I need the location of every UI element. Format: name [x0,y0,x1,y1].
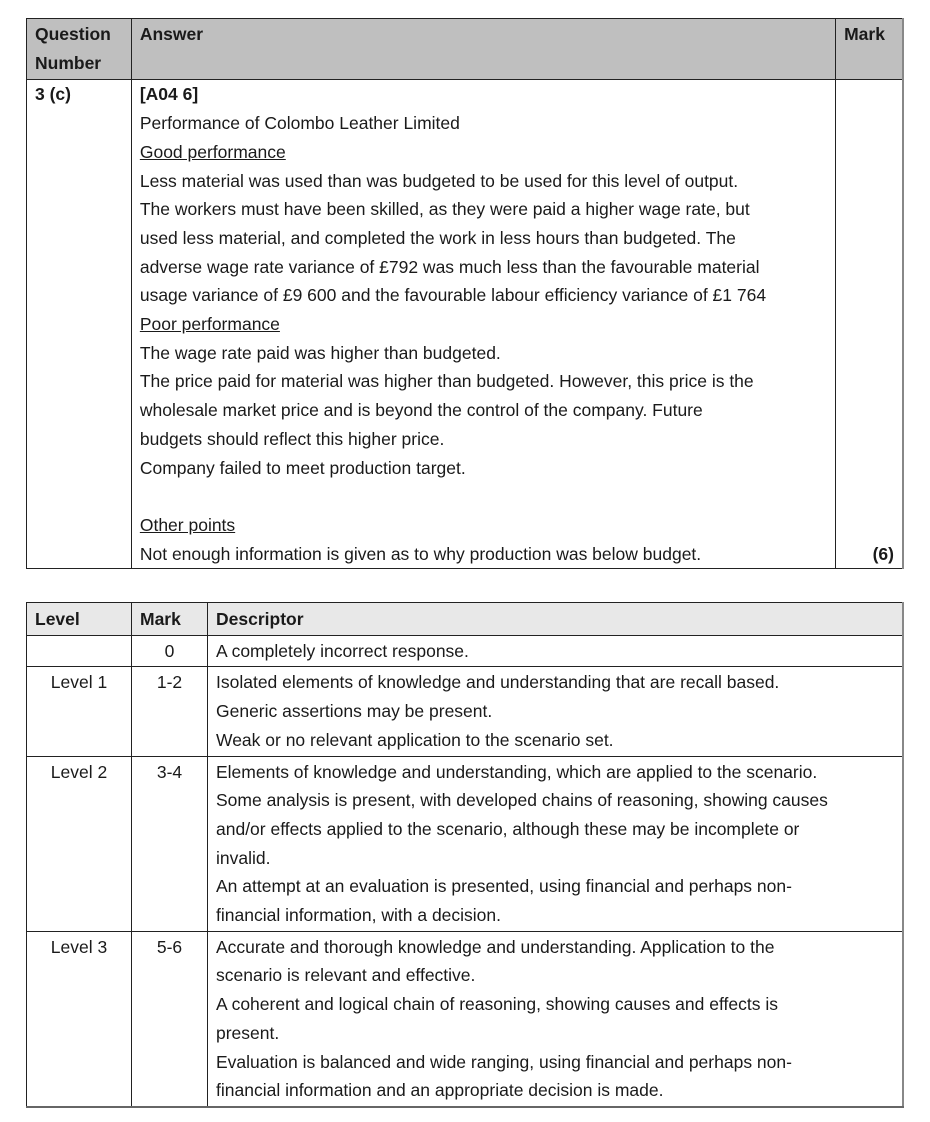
level-row [27,931,904,1107]
descriptor-line: present. [216,1022,280,1043]
level-descriptor-table [26,602,904,1108]
descriptor-line: scenario is relevant and effective. [216,965,476,986]
level-descriptor [208,931,904,1107]
level-mark: 1-2 [132,667,208,756]
descriptor-line: An attempt at an evaluation is presented, using financial and perhaps non- [216,876,792,897]
qa-row [27,80,904,569]
good-line: usage variance of £9 600 and the favourable labour efficiency variance of £1 764 [139,285,767,306]
level-mark: 3-4 [132,756,208,931]
descriptor-line: Some analysis is present, with developed chains of reasoning, showing causes [216,790,828,811]
good-line: Less material was used than was budgeted to be used for this level of output. [139,170,739,191]
mark-value: (6) [836,80,903,569]
descriptor-line: financial information, with a decision. [216,905,502,926]
header-mark: Mark [836,19,903,80]
poor-line: wholesale market price and is beyond the control of the company. Future [139,400,703,421]
header-question-number [27,19,132,80]
other-points-heading: Other points [139,514,236,535]
descriptor-line: Isolated elements of knowledge and understanding that are recall based. [216,672,780,693]
good-performance-heading: Good performance [139,141,286,162]
descriptor-line: invalid. [216,847,271,868]
level-mark: 5-6 [132,931,208,1107]
poor-line: budgets should reflect this higher price. [139,428,445,449]
level-label: Level 2 [27,756,132,931]
level-descriptor [208,635,904,667]
level-descriptor [208,667,904,756]
question-number: 3 (c) [27,80,132,569]
good-line: used less material, and completed the work in less hours than budgeted. The [139,227,736,248]
level-label: Level 3 [27,931,132,1107]
other-line: Not enough information is given as to why production was below budget. [139,543,702,564]
level-descriptor [208,756,904,931]
level-row [27,635,904,667]
qa-header-row [27,19,904,80]
header-level: Level [27,603,132,636]
level-header-row [27,603,904,636]
answer-cell [131,80,835,569]
level-label: Level 1 [27,667,132,756]
answer-title: Performance of Colombo Leather Limited [139,113,460,134]
descriptor-line: Evaluation is balanced and wide ranging, using financial and perhaps non- [216,1051,792,1072]
poor-performance-heading: Poor performance [139,314,280,335]
header-descriptor: Descriptor [208,603,904,636]
poor-line: The wage rate paid was higher than budgeted. [139,342,501,363]
good-line: The workers must have been skilled, as they were paid a higher wage rate, but [139,199,750,220]
descriptor-line: A coherent and logical chain of reasoning, showing causes and effects is [216,994,778,1015]
level-label [27,635,132,667]
blank-line [140,482,827,511]
poor-line: Company failed to meet production target. [139,457,466,478]
descriptor-line: Elements of knowledge and understanding, which are applied to the scenario. [216,761,818,782]
header-answer: Answer [131,19,835,80]
poor-line: The price paid for material was higher than budgeted. However, this price is the [139,371,754,392]
descriptor-line: Generic assertions may be present. [216,701,493,722]
header-question-line1: Question [35,24,111,44]
assessment-objective: [A04 6] [139,84,199,105]
descriptor-line: Weak or no relevant application to the scenario set. [216,729,614,750]
descriptor-line: A completely incorrect response. [216,640,469,661]
header-question-line2: Number [35,52,102,73]
descriptor-line: financial information and an appropriate decision is made. [216,1080,664,1101]
good-line: adverse wage rate variance of £792 was much less than the favourable material [139,256,760,277]
question-answer-table [26,18,904,569]
level-row [27,667,904,756]
level-mark: 0 [132,635,208,667]
descriptor-line: and/or effects applied to the scenario, although these may be incomplete or [216,818,800,839]
header-mark: Mark [132,603,208,636]
descriptor-line: Accurate and thorough knowledge and understanding. Application to the [216,936,775,957]
level-row [27,756,904,931]
